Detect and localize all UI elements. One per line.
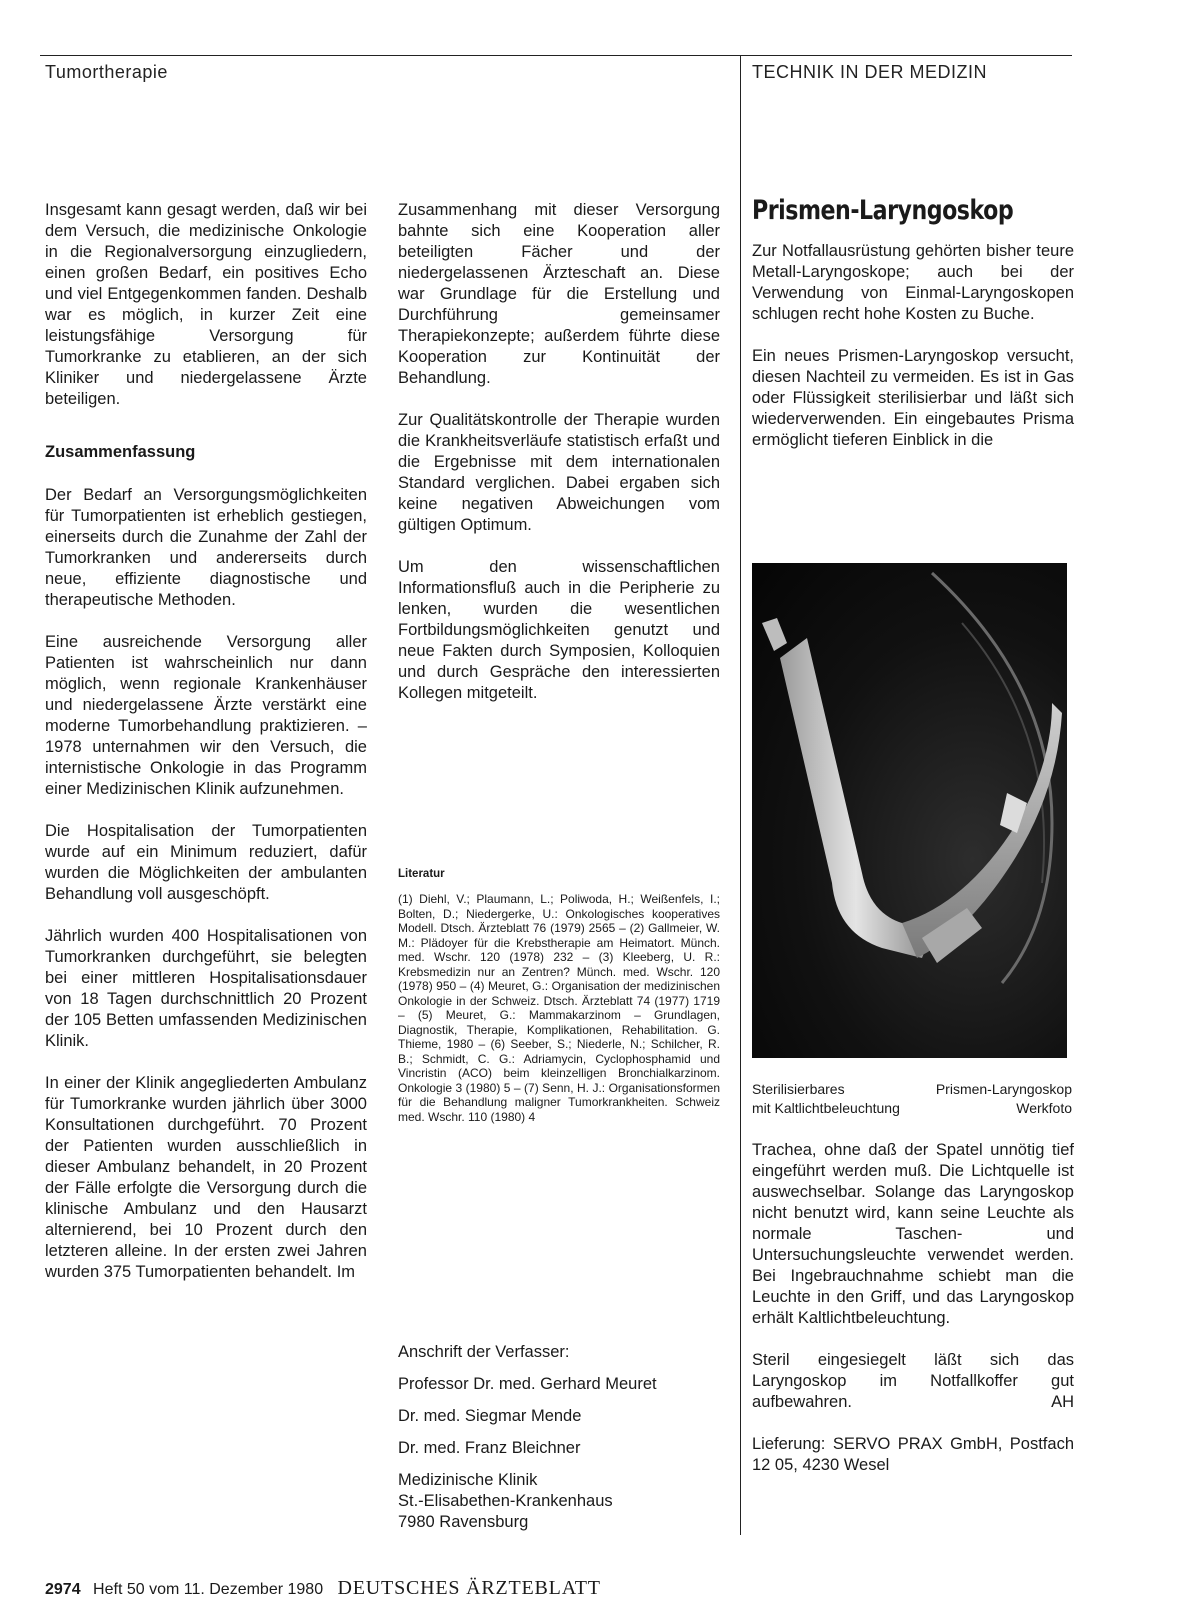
column-2 [398, 200, 720, 725]
laryngoscope-photo [752, 563, 1067, 1058]
article-title: Prismen-Laryngoskop [752, 195, 1014, 226]
author-initials: AH [1051, 1393, 1074, 1411]
paragraph: Um den wissenschaftlichen Informationsfluß auch in die Peripherie zu lenken, wurden die wesentlichen Fortbildungsmöglichkeiten genutzt und neue Fakten durch Symposien, Kolloquien und durch Gespräche den interessierten Kollegen mitgeteilt. [398, 558, 720, 702]
author-address [398, 1342, 728, 1533]
page-footer [45, 1577, 601, 1600]
caption-row [752, 1099, 1072, 1118]
paragraph: Jährlich wurden 400 Hospitalisationen von Tumorkranken durchgeführt, sie belegten bei einer mittleren Hospitalisationsdauer von 18 Tagen durchschnittlich 20 Prozent der 105 Betten umfassenden Medizinischen Klinik. [45, 927, 367, 1050]
column-3-continued [752, 1140, 1074, 1497]
column-1 [45, 200, 367, 1304]
section-heading: Zusammenfassung [45, 443, 196, 461]
institution-line: Medizinische Klinik [398, 1471, 538, 1489]
paragraph: Zusammenhang mit dieser Versorgung bahnte sich eine Kooperation aller beteiligten Fächer und der niedergelassenen Ärzteschaft an. Diese war Grundlage für die Erstellung und Durchführung gemeinsamer Therapiekonzepte; außerdem führte diese Kooperation zur Kontinuität der Behandlung. [398, 201, 720, 387]
paragraph: In einer der Klinik angegliederten Ambulanz für Tumorkranke wurden jährlich über 3000 Konsultationen durchgeführt. 70 Prozent der Patienten wurden ausschließlich in dieser Ambulanz behandelt, in 20 Prozent der Fälle erfolgte die Versorgung durch die klinische Ambulanz und den Hausarzt alternierend, bei 10 Prozent durch den letzteren alleine. In der ersten zwei Jahren wurden 375 Tumorpatienten behandelt. Im [45, 1074, 367, 1281]
paragraph: Zur Qualitätskontrolle der Therapie wurden die Krankheitsverläufe statistisch erfaßt und die Ergebnisse mit dem internationalen Standard verglichen. Dabei ergaben sich keine negativen Abweichungen vom gültigen Optimum. [398, 411, 720, 534]
laryngoscope-illustration [752, 563, 1067, 1058]
caption-text: Prismen-Laryngoskop [935, 1081, 1072, 1097]
paragraph: Insgesamt kann gesagt werden, daß wir bei dem Versuch, die medizinische Onkologie in die Regionalversorgung einzugliedern, einen großen Bedarf, ein positives Echo und viel Entgegenkommen fanden. Deshalb war es möglich, in kurzer Zeit eine leistungsfähige Versorgung für Tumorkranke zu etablieren, an der sich Kliniker und niedergelassene Ärzte beteiligen. [45, 201, 367, 408]
paragraph: Ein neues Prismen-Laryngoskop versucht, diesen Nachteil zu vermeiden. Es ist in Gas oder Flüssigkeit sterilisierbar und läßt sich wiederverwenden. Ein eingebautes Prisma ermöglicht tieferen Einblick in die [752, 347, 1074, 449]
photo-credit: Werkfoto [1016, 1100, 1072, 1116]
paragraph: Der Bedarf an Versorgungsmöglichkeiten für Tumorpatienten ist erheblich gestiegen, einerseits durch die Zunahme der Zahl der Tumorkranken und andererseits durch neue, effiziente diagnostische und therapeutische Methoden. [45, 486, 367, 609]
literature-section [398, 868, 720, 1124]
journal-name: DEUTSCHES ÄRZTEBLATT [337, 1577, 601, 1599]
literature-list: (1) Diehl, V.; Plaumann, L.; Poliwoda, H.; Weißenfels, I.; Bolten, D.; Niedergerke, U.: Onkologisches kooperatives Modell. Dtsch. Ärzteblatt 76 (1979) 2565 – (2) Gallmeier, W. M.: Plädoyer für die Krebstherapie am Heimatort. Münch. med. Wschr. 120 (1978) 232 – (3) Kleeberg, U. R.: Krebsmedizin nur an Zentren? Münch. med. Wschr. 120 (1978) 950 – (4) Meuret, G.: Organisation der medizinischen Onkologie in der Schweiz. Dtsch. Ärzteblatt 74 (1977) 1719 – (5) Meuret, G.: Mammakarzinom – Grundlagen, Diagnostik, Therapie, Komplikationen, Rehabilitation. G. Thieme, 1980 – (6) Seeber, S.; Niederle, N.; Schilcher, R. B.; Schmidt, C. G.: Adriamycin, Cyclophosphamid und Vincristin (ACO) beim kleinzelligen Bronchialkarzinom. Onkologie 3 (1980) 5 – (7) Senn, H. J.: Organisationsformen für die Behandlung maligner Tumorkrankheiten. Schweiz med. Wschr. 110 (1980) 4 [398, 892, 720, 1124]
address-heading: Anschrift der Verfasser: [398, 1343, 570, 1361]
caption-text: Sterilisierbares [752, 1081, 845, 1097]
paragraph: Zur Notfallausrüstung gehörten bisher teure Metall-Laryngoskope; auch bei der Verwendung von Einmal-Laryngoskopen schlugen recht hohe Kosten zu Buche. [752, 242, 1074, 323]
caption-row [752, 1080, 1072, 1099]
paragraph: Die Hospitalisation der Tumorpatienten wurde auf ein Minimum reduziert, dafür wurden die Möglichkeiten der ambulanten Behandlung voll ausgeschöpft. [45, 822, 367, 903]
issue-info: Heft 50 vom 11. Dezember 1980 [93, 1581, 324, 1598]
literature-heading: Literatur [398, 868, 445, 880]
page-number: 2974 [45, 1581, 81, 1598]
institution-line: St.-Elisabethen-Krankenhaus [398, 1492, 613, 1510]
caption-text: mit Kaltlichtbeleuchtung [752, 1100, 900, 1116]
author-name: Professor Dr. med. Gerhard Meuret [398, 1375, 657, 1393]
paragraph: Trachea, ohne daß der Spatel unnötig tief eingeführt werden muß. Die Lichtquelle ist auswechselbar. Solange das Laryngoskop nicht benutzt wird, kann seine Leuchte als normale Taschen- und Untersuchungsleuchte verwendet werden. Bei Ingebrauchnahme schiebt man die Leuchte in den Griff, und das Laryngoskop erhält Kaltlichtbeleuchtung. [752, 1141, 1074, 1327]
top-rule [40, 55, 1072, 56]
column-divider [740, 55, 741, 1535]
institution-line: 7980 Ravensburg [398, 1513, 529, 1531]
column-3 [752, 195, 1074, 472]
section-label-right: TECHNIK IN DER MEDIZIN [752, 62, 988, 82]
figure-caption [752, 1080, 1072, 1118]
author-name: Dr. med. Franz Bleichner [398, 1439, 581, 1457]
paragraph: Eine ausreichende Versorgung aller Patienten ist wahrscheinlich nur dann möglich, wenn regionale Krankenhäuser und niedergelassene Ärzte verstärkt eine moderne Tumorbehandlung praktizieren. – 1978 unternahmen wir den Versuch, die internistische Onkologie in das Programm einer Medizinischen Klinik aufzunehmen. [45, 633, 367, 798]
paragraph: Steril eingesiegelt läßt sich das Laryngoskop im Notfallkoffer gut aufbewahren. [752, 1351, 1074, 1411]
supplier-info: Lieferung: SERVO PRAX GmbH, Postfach 12 05, 4230 Wesel [752, 1435, 1074, 1474]
section-label-left: Tumortherapie [45, 62, 168, 82]
author-name: Dr. med. Siegmar Mende [398, 1407, 582, 1425]
